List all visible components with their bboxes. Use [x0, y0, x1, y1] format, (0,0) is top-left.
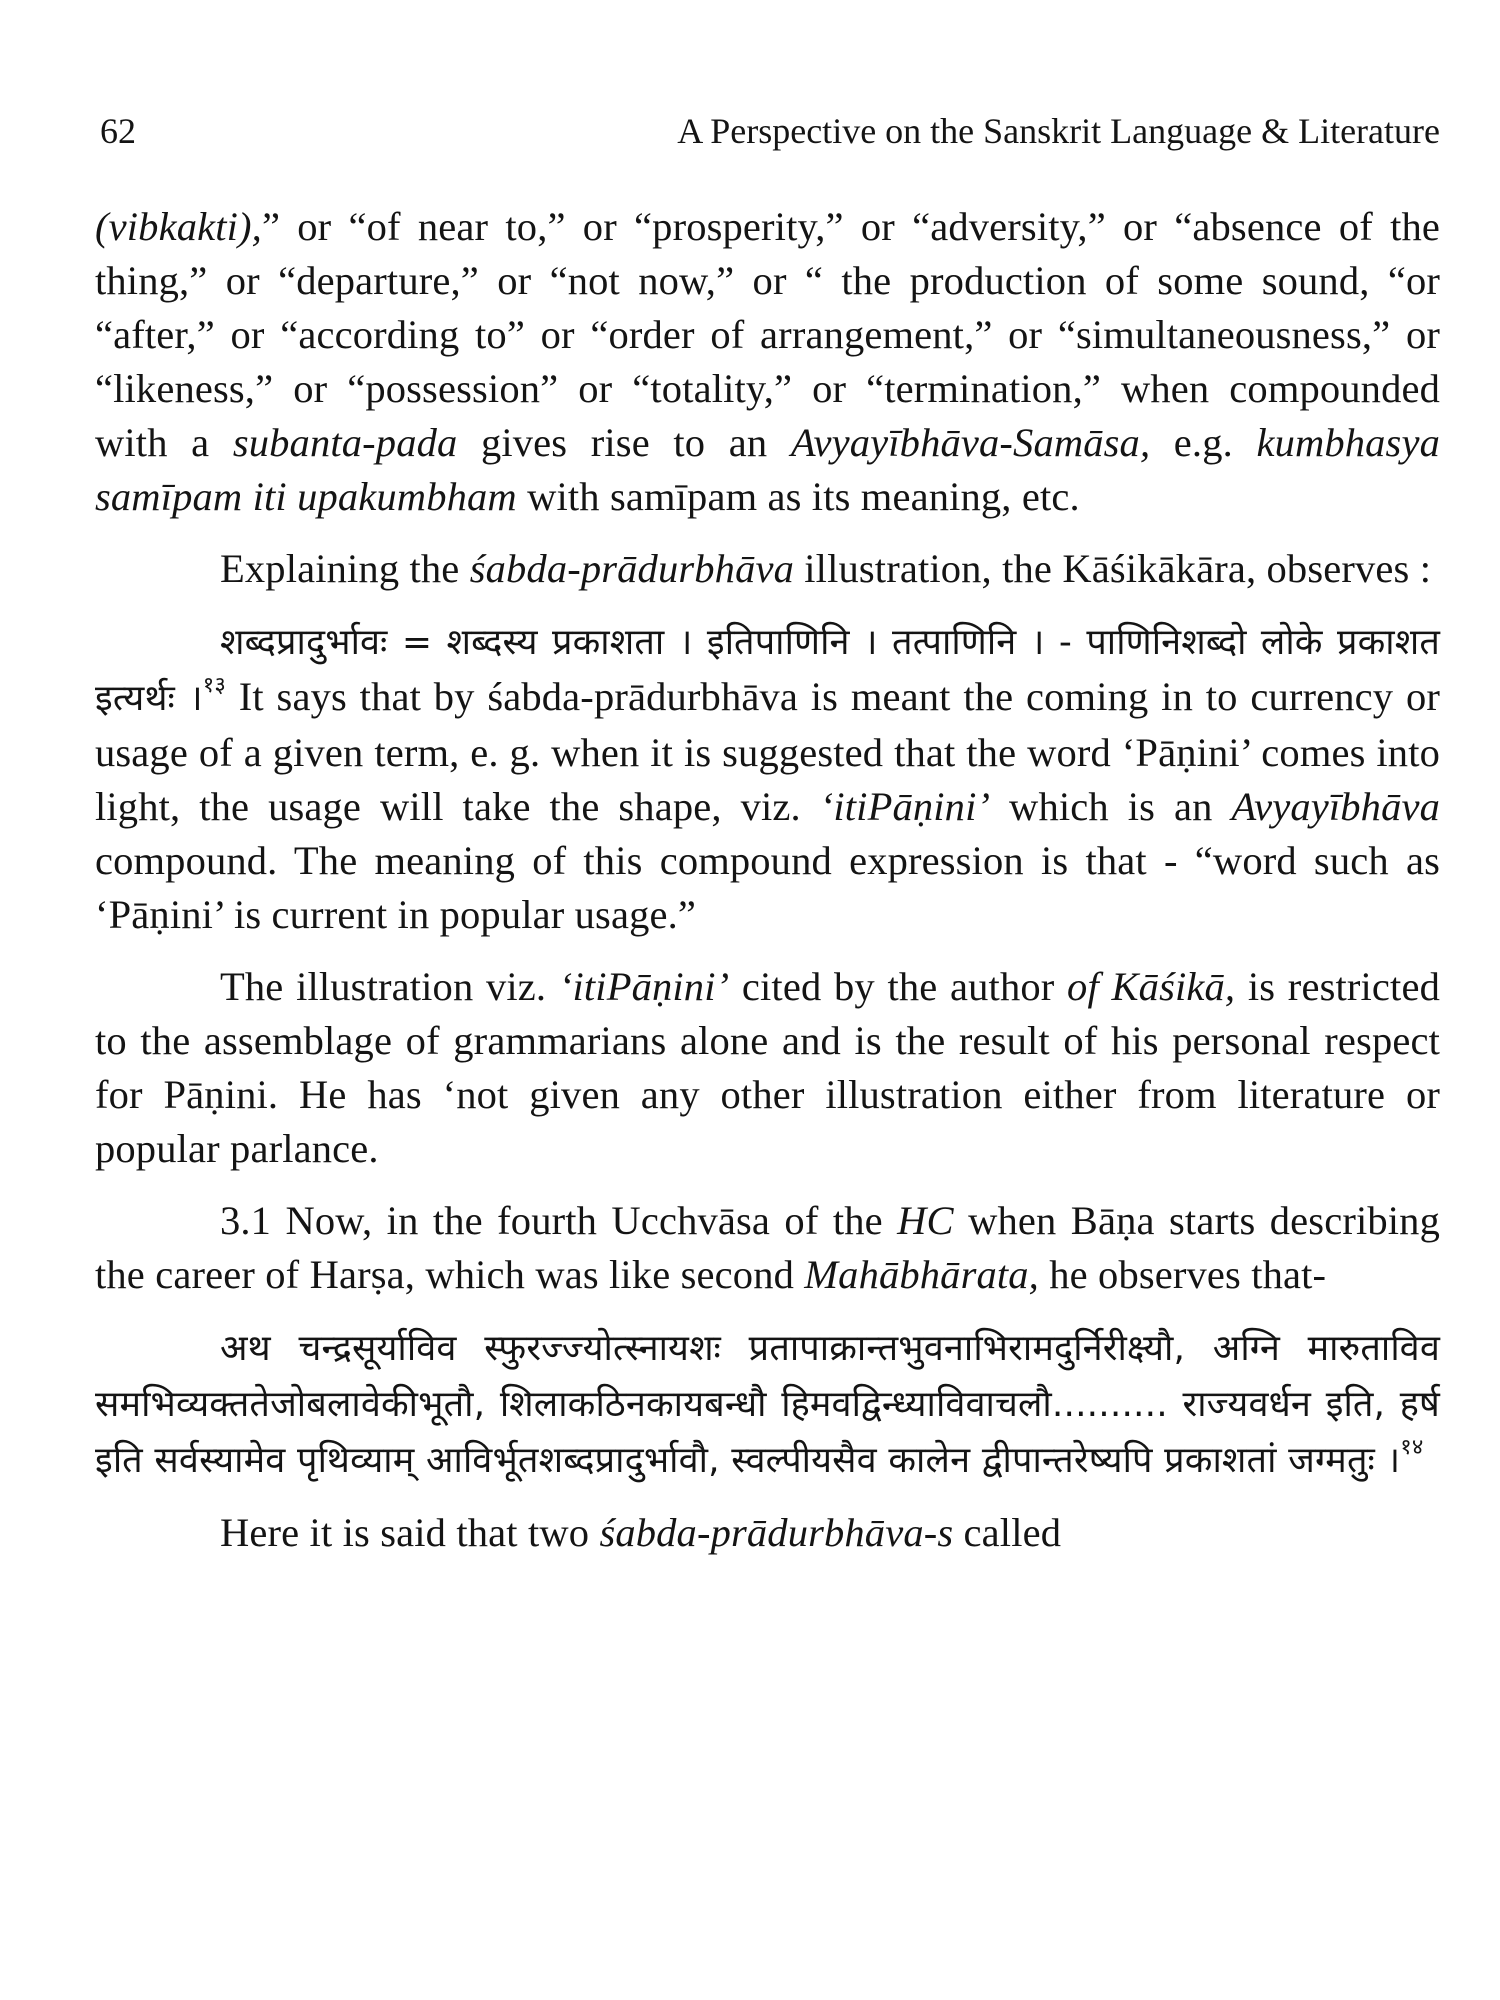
text-italic: śabda-prādurbhāva-s: [599, 1510, 954, 1555]
text-italic: of Kāśikā,: [1067, 964, 1236, 1009]
text-italic: ‘itiPāṇini’: [558, 964, 730, 1009]
text-run: compound. The meaning of this compound expression is that - “word such as ‘Pāṇini’ is current in popular usage.”: [95, 838, 1440, 937]
text-run: Explaining the: [220, 546, 470, 591]
sanskrit-quote: शब्दप्रादुर्भावः = शब्दस्य प्रकाशता । इतिपाणिनि । तत्पाणिनि । - पाणिनिशब्दो लोके प्रकाशत इत्यर्थः ।: [95, 622, 1440, 719]
paragraph-1: [95, 200, 1440, 524]
text-italic: ‘itiPāṇini’: [819, 784, 991, 829]
footnote-marker: १३: [202, 672, 226, 697]
footnote-marker: १४: [1400, 1434, 1424, 1459]
text-italic: Avyayībhāva-Samāsa,: [790, 420, 1151, 465]
text-run: gives rise to an: [457, 420, 791, 465]
text-run: when Bāṇa starts describing the career of Harṣa, which was like second: [95, 1198, 1440, 1297]
text-italic: (vibkakti),: [95, 204, 262, 249]
paragraph-3: [95, 614, 1440, 942]
text-run: is restricted to the assemblage of grammarians alone and is the result of his personal respect for Pāṇini. He has ‘not given any other illustration either from literature or popular parlance.: [95, 964, 1440, 1171]
text-run: e.g.: [1150, 420, 1257, 465]
page-header: [100, 110, 1440, 170]
text-run: 3.1 Now, in the fourth Ucchvāsa of the: [220, 1198, 898, 1243]
text-italic: kumbhasya samīpam iti upakumbham: [95, 420, 1440, 519]
text-italic: subanta-pada: [232, 420, 458, 465]
text-run: with samīpam as its meaning, etc.: [516, 474, 1080, 519]
text-italic: Avyayībhāva: [1231, 784, 1440, 829]
paragraph-5: [95, 1194, 1440, 1302]
paragraph-7: [95, 1506, 1440, 1560]
text-run: which is an: [990, 784, 1232, 829]
text-run: cited by the author: [729, 964, 1068, 1009]
body-text: [95, 200, 1440, 1560]
paragraph-6: [95, 1320, 1440, 1488]
text-run: Here it is said that two: [220, 1510, 600, 1555]
paragraph-4: [95, 960, 1440, 1176]
sanskrit-quote: अथ चन्द्रसूर्याविव स्फुरज्ज्योत्स्नायशः प्रतापाक्रान्तभुवनाभिरामदुर्निरीक्ष्यौ, अग्नि मारुताविव समभिव्यक्ततेजोबलावेकीभूतौ, शिलाकठिनकायबन्धौ हिमवद्विन्ध्याविवाचलौ.......... राज्यवर्धन इति, हर्ष इति सर्वस्यामेव पृथिव्याम् आविर्भूतशब्दप्रादुर्भावौ, स्वल्पीयसैव कालेन द्वीपान्तरेष्यपि प्रकाशतां जग्मतुः ।: [95, 1328, 1440, 1481]
text-italic: HC: [897, 1198, 954, 1243]
text-run: called: [953, 1510, 1062, 1555]
text-run: ” or “of near to,” or “prosperity,” or “adversity,” or “absence of the thing,” or “departure,” or “not now,” or “ the production of some sound, “or “after,” or “according to” or “order of arrangement,” or “simultaneousness,” or “likeness,” or “possession” or “totality,” or “termination,” when compounded with a: [95, 204, 1440, 465]
text-italic: śabda-prādurbhāva: [469, 546, 794, 591]
paragraph-2: [95, 542, 1440, 596]
text-run: It says that by śabda-prādurbhāva is meant the coming in to currency or usage of a given term, e. g. when it is suggested that the word ‘Pāṇini’ comes into light, the usage will take the shape, viz.: [95, 674, 1441, 829]
text-run: The illustration viz.: [220, 964, 559, 1009]
text-run: illustration, the Kāśikākāra, observes :: [794, 546, 1432, 591]
text-italic: Mahābhārata,: [804, 1252, 1039, 1297]
running-title: A Perspective on the Sanskrit Language & Literature: [677, 111, 1440, 151]
text-run: he observes that-: [1038, 1252, 1327, 1297]
page-number: 62: [100, 111, 136, 151]
